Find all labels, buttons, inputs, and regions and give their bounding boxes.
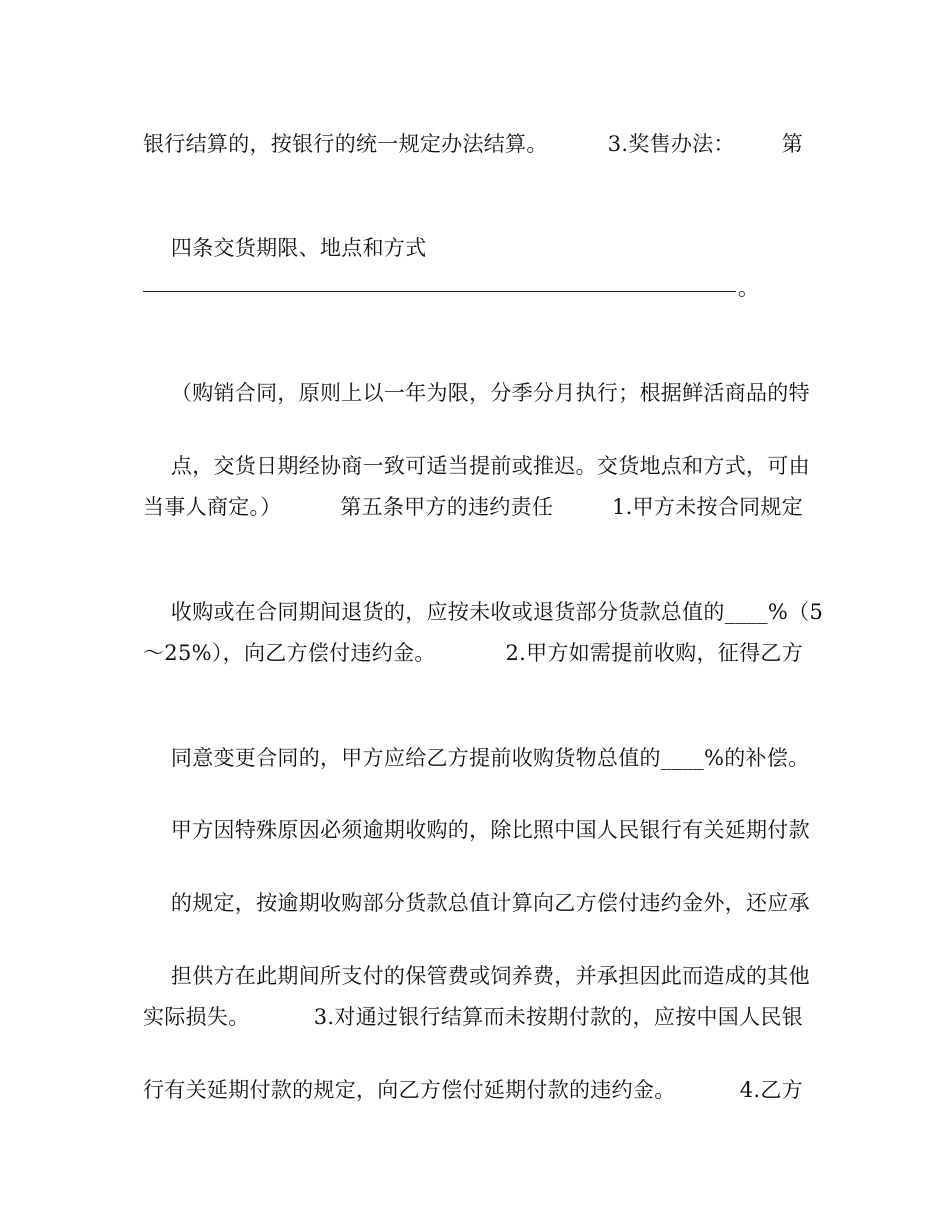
text-segment: 银行结算的，按银行的统一规定办法结算。 — [143, 132, 548, 156]
text-segment: 2.甲方如需提前收购，征得乙方 — [505, 641, 803, 665]
text-line-3 — [143, 345, 810, 405]
text-segment: 点，交货日期经协商一致可适当提前或推迟。交货地点和方式，可由 — [170, 454, 810, 478]
text-segment: 3.对通过银行结算而未按期付款的，应按中国人民银 — [313, 1005, 803, 1029]
text-segment: 4.乙方 — [739, 1078, 803, 1102]
blank-line-period: 。 — [738, 276, 759, 300]
text-line-11 — [143, 928, 810, 988]
text-line-12 — [143, 1001, 803, 1033]
text-segment: 3.奖售办法： — [607, 132, 735, 156]
text-segment: 实际损失。 — [143, 1005, 250, 1029]
text-line-10 — [143, 855, 810, 915]
text-line-1 — [143, 128, 803, 160]
text-segment: 担供方在此期间所支付的保管费或饲养费，并承担因此而造成的其他 — [170, 964, 810, 988]
text-segment: 第 — [781, 132, 803, 156]
text-line-13 — [143, 1074, 803, 1106]
text-segment: （购销合同，原则上以一年为限，分季分月执行；根据鲜活商品的特 — [170, 381, 810, 405]
text-segment: ～25%），向乙方偿付违约金。 — [143, 641, 436, 665]
text-line-9 — [143, 782, 810, 842]
text-line-8 — [143, 710, 810, 770]
text-line-4 — [143, 418, 810, 478]
text-segment: 同意变更合同的，甲方应给乙方提前收购货物总值的____%的补偿。 — [170, 746, 810, 770]
text-segment: 的规定，按逾期收购部分货款总值计算向乙方偿付违约金外，还应承 — [170, 891, 810, 915]
text-line-6 — [143, 564, 824, 624]
text-segment: 当事人商定。） — [143, 495, 282, 519]
text-line-5 — [143, 491, 803, 523]
text-segment: 甲方因特殊原因必须逾期收购的，除比照中国人民银行有关延期付款 — [170, 818, 810, 842]
text-segment: 行有关延期付款的规定，向乙方偿付延期付款的违约金。 — [143, 1078, 676, 1102]
fill-in-blank-line — [143, 291, 736, 292]
text-segment: 四条交货期限、地点和方式 — [170, 236, 427, 260]
text-segment: 1.甲方未按合同规定 — [611, 495, 803, 519]
text-line-2 — [143, 200, 803, 260]
text-segment: 收购或在合同期间退货的，应按未收或退货部分货款总值的____%（5 — [170, 600, 824, 624]
text-segment: 第五条甲方的违约责任 — [340, 495, 554, 519]
text-line-7 — [143, 637, 803, 669]
